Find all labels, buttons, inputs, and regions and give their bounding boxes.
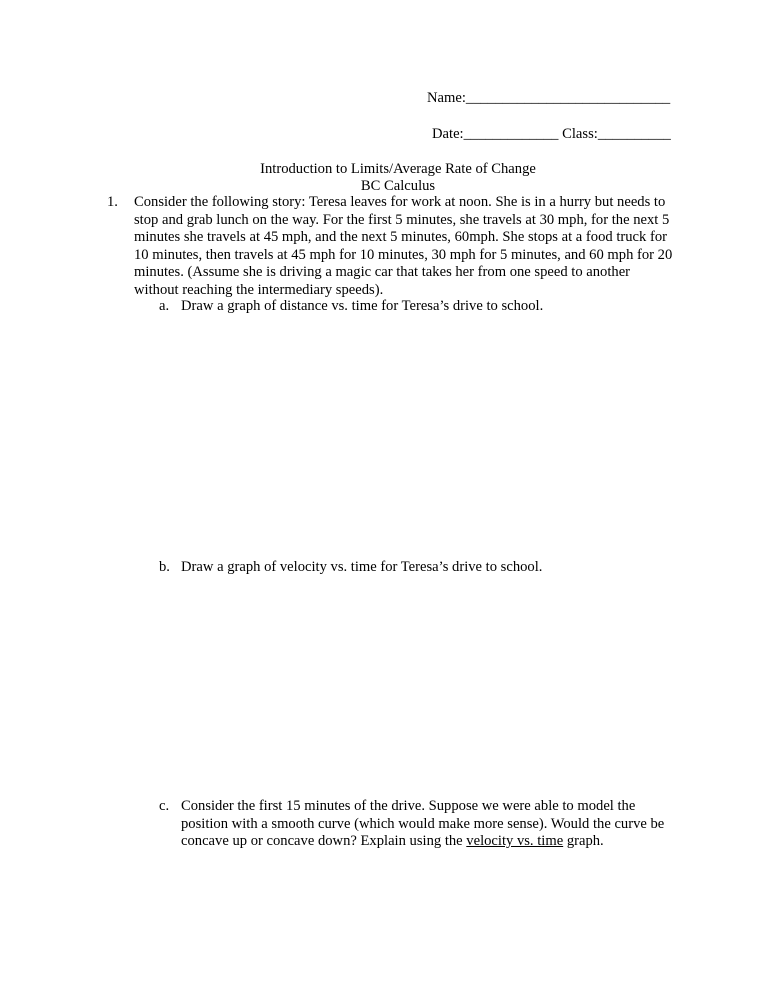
class-blank: __________	[597, 126, 671, 142]
class-label: Class:	[562, 126, 598, 142]
worksheet-title: Introduction to Limits/Average Rate of Change	[260, 161, 536, 177]
date-label: Date:	[432, 126, 464, 142]
course-subtitle: BC Calculus	[360, 178, 436, 194]
date-blank: _____________	[463, 126, 559, 142]
part-c-text-start: Consider the first 15 minutes of the drive. Suppose we were able to model the position with a smooth curve (which would make more sense). Would the curve be concave up or concave down? Explain using the	[181, 798, 665, 850]
name-field	[427, 90, 670, 108]
question-number: 1.	[107, 194, 118, 210]
part-c-text	[181, 798, 679, 851]
part-c	[159, 798, 679, 851]
part-a-text: Draw a graph of distance vs. time for Teresa’s drive to school.	[181, 298, 544, 314]
name-blank: ____________________________	[465, 90, 671, 106]
part-b-text: Draw a graph of velocity vs. time for Teresa’s drive to school.	[181, 559, 543, 575]
part-c-letter: c.	[159, 798, 170, 814]
name-label: Name:	[427, 90, 466, 106]
part-c-underlined-phrase: velocity vs. time	[466, 833, 564, 850]
question-1-text: Consider the following story: Teresa leaves for work at noon. She is in a hurry but needs to stop and grab lunch on the way. For the first 5 minutes, she travels at 30 mph, for the next 5 minutes she travels at 45 mph, and the next 5 minutes, 60mph. She stops at a food truck for 10 minutes, then travels at 45 mph for 10 minutes, 30 mph for 5 minutes, and 60 mph for 20 minutes. (Assume she is driving a magic car that takes her from one speed to another without reaching the intermediary speeds).	[134, 194, 673, 298]
question-1	[107, 194, 677, 300]
part-c-text-end: graph.	[563, 833, 604, 850]
part-b-letter: b.	[159, 559, 170, 575]
date-class-field	[432, 126, 671, 144]
part-a-letter: a.	[159, 298, 170, 314]
